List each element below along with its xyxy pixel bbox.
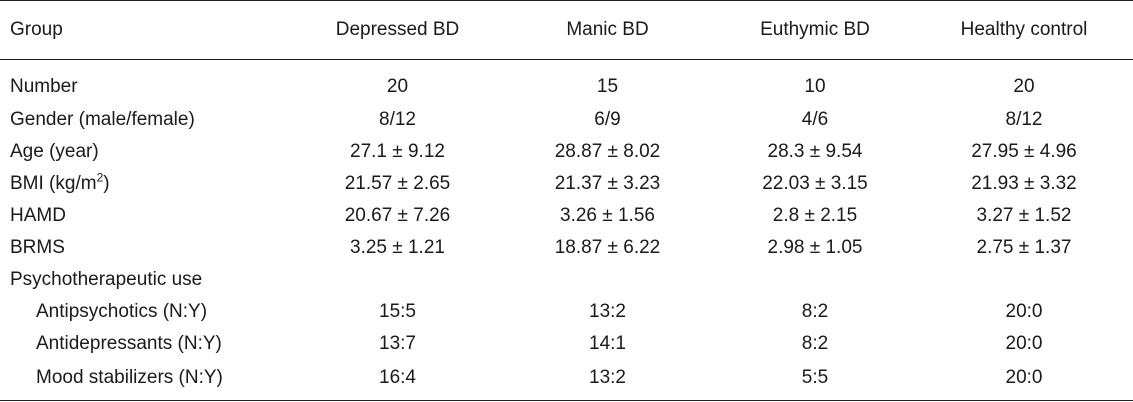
cell: 13:2 (500, 360, 715, 401)
cell: 4/6 (801, 109, 829, 130)
cell (715, 264, 915, 296)
cell: 28.3 ± 9.54 (767, 141, 863, 162)
cell: 28.87 ± 8.02 (554, 141, 661, 162)
bmi-label-superscript: 2 (96, 170, 104, 185)
cell: 20:0 (915, 360, 1133, 401)
header-healthy-control: Healthy control (915, 1, 1133, 60)
table-row (0, 60, 1133, 105)
cell: 8:2 (801, 333, 829, 354)
header-group: Group (0, 1, 295, 60)
row-label-bmi (0, 168, 295, 200)
row-label: Gender (male/female) (10, 109, 195, 130)
cell: 20 (386, 76, 409, 97)
cell: 8:2 (801, 301, 829, 322)
header-row (0, 1, 1133, 60)
table-row (0, 360, 1133, 401)
cell: 13:7 (379, 333, 416, 354)
row-label: Mood stabilizers (N:Y) (0, 360, 295, 401)
cell: 8/12 (1005, 109, 1043, 130)
cell: 20 (1013, 76, 1035, 97)
cell: 6/9 (594, 109, 621, 130)
cell: 22.03 ± 3.15 (762, 173, 868, 194)
row-label: Antidepressants (N:Y) (36, 333, 222, 354)
row-label: HAMD (10, 205, 66, 226)
cell: 20:0 (1005, 301, 1043, 322)
cell: 2.98 ± 1.05 (767, 237, 863, 258)
cell: 2.75 ± 1.37 (976, 237, 1072, 258)
cell: 15:5 (379, 301, 416, 322)
cell: 18.87 ± 6.22 (554, 237, 661, 258)
table-body (0, 60, 1133, 401)
cell (500, 264, 715, 296)
row-label: Age (year) (10, 141, 99, 162)
cell: 15 (596, 76, 619, 97)
cell: 10 (804, 76, 826, 97)
header-depressed-bd: Depressed BD (295, 1, 500, 60)
cell: 27.95 ± 4.96 (971, 141, 1077, 162)
cell: 3.25 ± 1.21 (350, 237, 445, 258)
table-header (0, 1, 1133, 60)
cell: 21.57 ± 2.65 (344, 173, 451, 194)
cell (295, 264, 500, 296)
table-row (0, 328, 1133, 360)
cell: 14:1 (589, 333, 626, 354)
bmi-label-close: ) (103, 173, 110, 194)
row-label: Number (10, 76, 78, 97)
cell: 13:2 (589, 301, 626, 322)
cell: 5:5 (715, 360, 915, 401)
cell: 21.93 ± 3.32 (971, 173, 1077, 194)
row-label: BRMS (10, 237, 65, 258)
table-row (0, 232, 1133, 264)
bmi-label-text: BMI (kg/m (10, 173, 97, 194)
row-label: Antipsychotics (N:Y) (36, 301, 208, 322)
table-row (0, 168, 1133, 200)
cell: 21.37 ± 3.23 (554, 173, 661, 194)
cell: 16:4 (295, 360, 500, 401)
section-label: Psychotherapeutic use (10, 269, 203, 290)
cell (915, 264, 1133, 296)
cell: 20:0 (1005, 333, 1043, 354)
header-manic-bd: Manic BD (500, 1, 715, 60)
table-row (0, 200, 1133, 232)
cell: 2.8 ± 2.15 (772, 205, 858, 226)
table-row-section (0, 264, 1133, 296)
cell: 3.26 ± 1.56 (560, 205, 655, 226)
cell: 3.27 ± 1.52 (976, 205, 1072, 226)
cell: 27.1 ± 9.12 (350, 141, 445, 162)
table-row (0, 136, 1133, 168)
header-euthymic-bd: Euthymic BD (715, 1, 915, 60)
cell: 8/12 (379, 109, 416, 130)
table-row (0, 296, 1133, 328)
cell: 20.67 ± 7.26 (344, 205, 451, 226)
table-row (0, 104, 1133, 136)
